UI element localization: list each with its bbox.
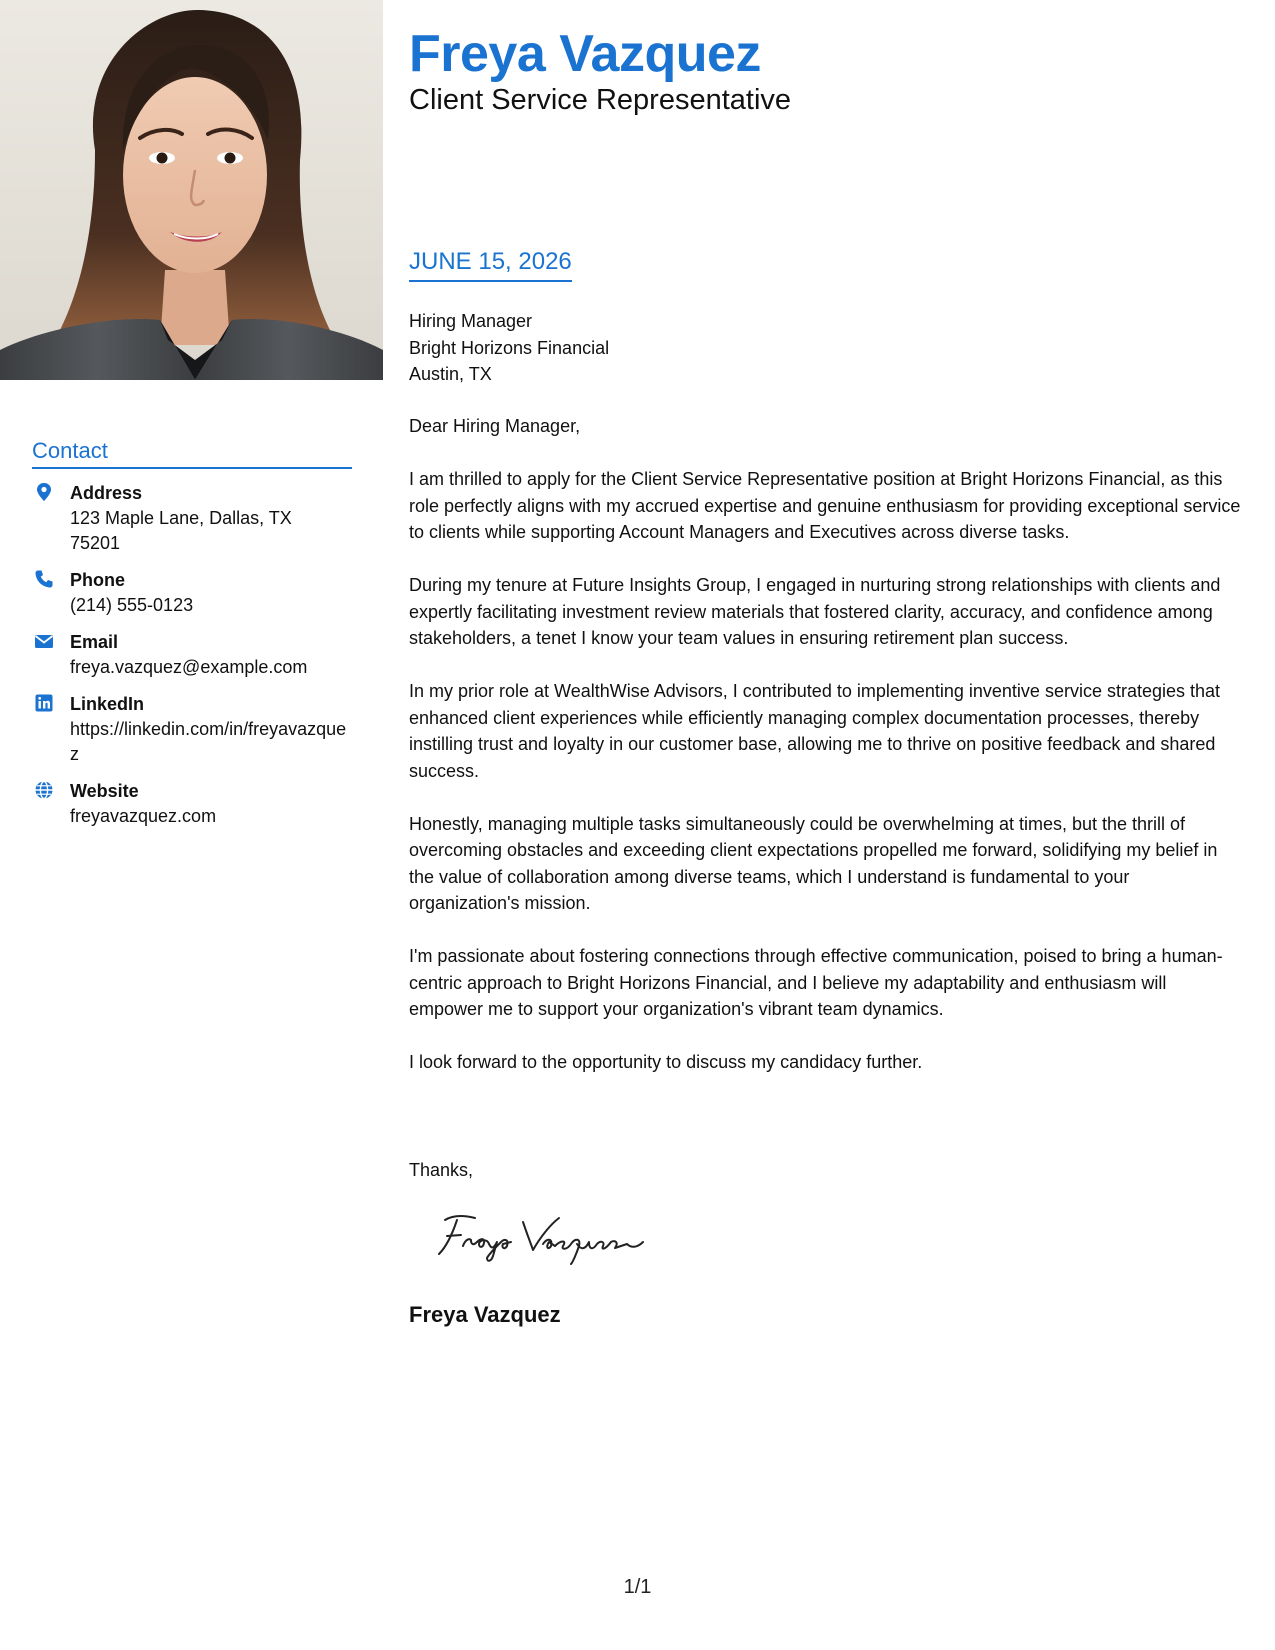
closing: Thanks,	[409, 1160, 474, 1180]
letter-date: JUNE 15, 2026	[409, 248, 572, 282]
address-value: 123 Maple Lane, Dallas, TX 75201	[70, 508, 292, 553]
phone-value[interactable]: (214) 555-0123	[70, 595, 194, 615]
contact-label: LinkedIn	[70, 694, 145, 714]
letter-paragraph: I am thrilled to apply for the Client Service Representative position at Bright Horizons Financial, as this role perfectly aligns with my accrued expertise and genuine enthusiasm for providing exceptional service to clients while supporting Account Managers and Executives across diverse tasks.	[409, 469, 1241, 542]
envelope-icon	[34, 631, 54, 651]
email-value[interactable]: freya.vazquez@example.com	[70, 657, 308, 677]
linkedin-icon	[34, 693, 54, 713]
contact-item-email	[32, 630, 352, 680]
recipient-location: Austin, TX	[409, 364, 492, 384]
phone-icon	[34, 569, 54, 589]
contact-sidebar	[32, 438, 352, 841]
linkedin-value[interactable]: https://linkedin.com/in/freyavazquez	[70, 719, 347, 764]
contact-label: Email	[70, 632, 119, 652]
recipient-block	[409, 308, 609, 388]
contact-item-address	[32, 481, 352, 556]
contact-label: Website	[70, 781, 139, 801]
website-value[interactable]: freyavazquez.com	[70, 806, 217, 826]
profile-photo	[0, 0, 383, 380]
location-pin-icon	[34, 482, 54, 502]
letter-paragraph: Honestly, managing multiple tasks simultaneously could be overwhelming at times, but the thrill of overcoming obstacles and exceeding client expectations propelled me forward, solidifying my belief in the value of collaboration among diverse teams, which I understand is fundamental to your organization's mission.	[409, 813, 1218, 913]
letter-paragraph: I look forward to the opportunity to discuss my candidacy further.	[409, 1052, 923, 1072]
page-number: 1/1	[623, 1576, 652, 1598]
signer-name: Freya Vazquez	[409, 1302, 561, 1327]
contact-heading: Contact	[32, 438, 352, 469]
candidate-name: Freya Vazquez	[409, 25, 761, 83]
recipient-company: Bright Horizons Financial	[409, 337, 610, 358]
contact-label: Address	[70, 483, 143, 503]
letter-paragraph: I'm passionate about fostering connections through effective communication, poised to bring a human-centric approach to Bright Horizons Financial, and I believe my adaptability and enthusiasm will empower me to support your organization's vibrant team dynamics.	[409, 946, 1223, 1019]
handwritten-signature	[431, 1208, 661, 1273]
contact-item-phone	[32, 568, 352, 618]
letter-body	[409, 413, 1244, 1102]
contact-item-linkedin	[32, 692, 352, 767]
contact-item-website	[32, 779, 352, 829]
contact-label: Phone	[70, 570, 126, 590]
globe-icon	[34, 780, 54, 800]
letter-paragraph: During my tenure at Future Insights Group, I engaged in nurturing strong relationships with clients and expertly facilitating investment review materials that fostered clarity, accuracy, and confidence among stakeholders, a tenet I know your team values in ensuring retirement plan success.	[409, 575, 1221, 648]
salutation: Dear Hiring Manager,	[409, 416, 581, 436]
recipient-title: Hiring Manager	[409, 311, 533, 331]
letter-paragraph: In my prior role at WealthWise Advisors, I contributed to implementing inventive service strategies that enhanced client experiences while efficiently managing complex documentation processes, thereby instilling trust and loyalty in our customer base, allowing me to thrive on positive feedback and shared success.	[409, 681, 1221, 781]
job-title: Client Service Representative	[409, 84, 792, 116]
